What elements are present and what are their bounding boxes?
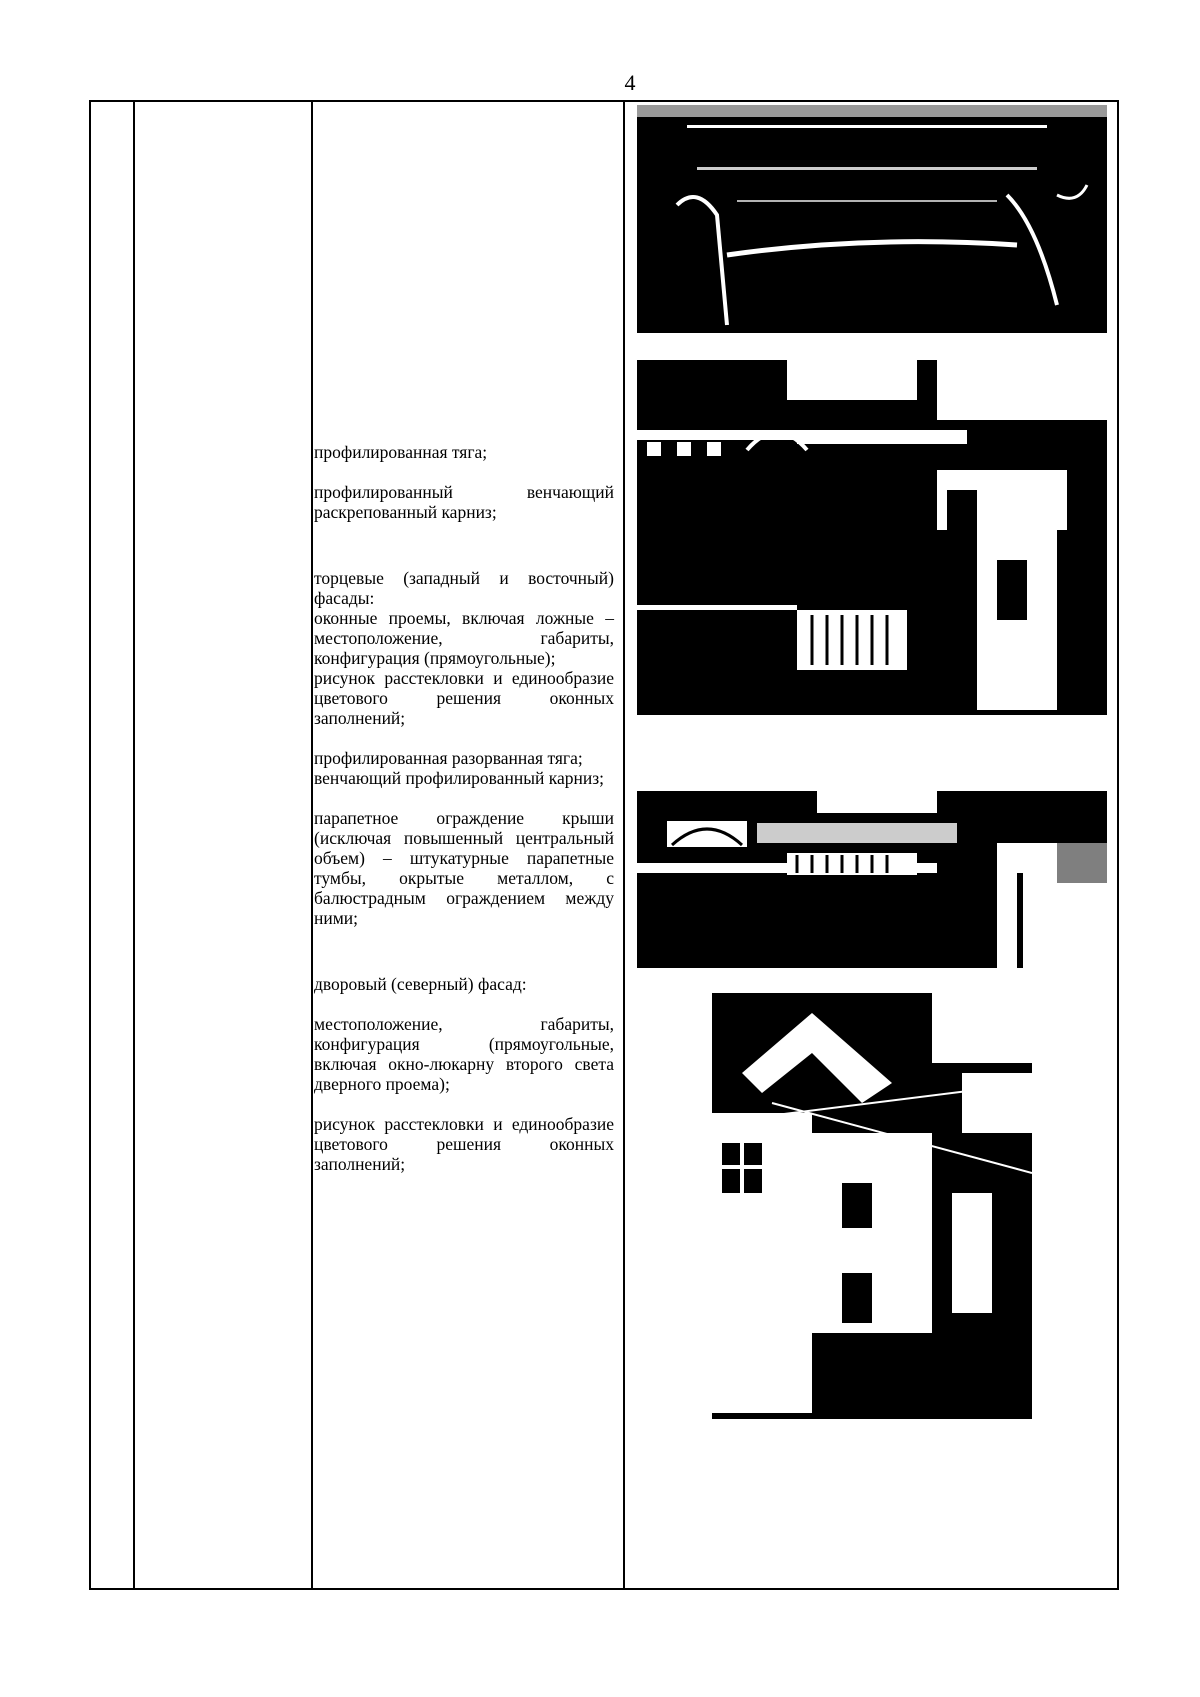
parapet-photo bbox=[637, 783, 1107, 968]
courtyard-facade-photo bbox=[712, 993, 1032, 1419]
description-item: профилированная тяга; bbox=[314, 442, 488, 462]
description-item: оконные проемы, включая ложные – местоположение, габариты, конфигурация (прямоугольные); bbox=[314, 608, 614, 668]
description-item: рисунок расстекловки и единообразие цветового решения оконных заполнений; bbox=[314, 668, 614, 728]
description-item: торцевые (западный и восточный) фасады: bbox=[314, 568, 614, 608]
column-divider bbox=[311, 102, 313, 1588]
description-item: профилированная разорванная тяга; bbox=[314, 748, 583, 768]
description-item: рисунок расстекловки и единообразие цветового решения оконных заполнений; bbox=[314, 1114, 614, 1174]
page-number: 4 bbox=[624, 70, 636, 95]
description-item: профилированный венчающий раскрепованный карниз; bbox=[314, 482, 614, 522]
cornice-photo bbox=[637, 105, 1107, 333]
facade-photo bbox=[637, 360, 1107, 715]
description-item: парапетное ограждение крыши (исключая повышенный центральный объем) – штукатурные парапетные тумбы, окрытые металлом, с балюстрадным ограждением между ними; bbox=[314, 808, 614, 928]
column-divider bbox=[623, 102, 625, 1588]
column-divider bbox=[133, 102, 135, 1588]
description-column bbox=[314, 332, 614, 1174]
description-item: венчающий профилированный карниз; bbox=[314, 768, 604, 788]
description-item: местоположение, габариты, конфигурация (прямоугольные, включая окно-люкарну второго света дверного проема); bbox=[314, 1014, 614, 1094]
description-item: дворовый (северный) фасад: bbox=[314, 974, 527, 994]
